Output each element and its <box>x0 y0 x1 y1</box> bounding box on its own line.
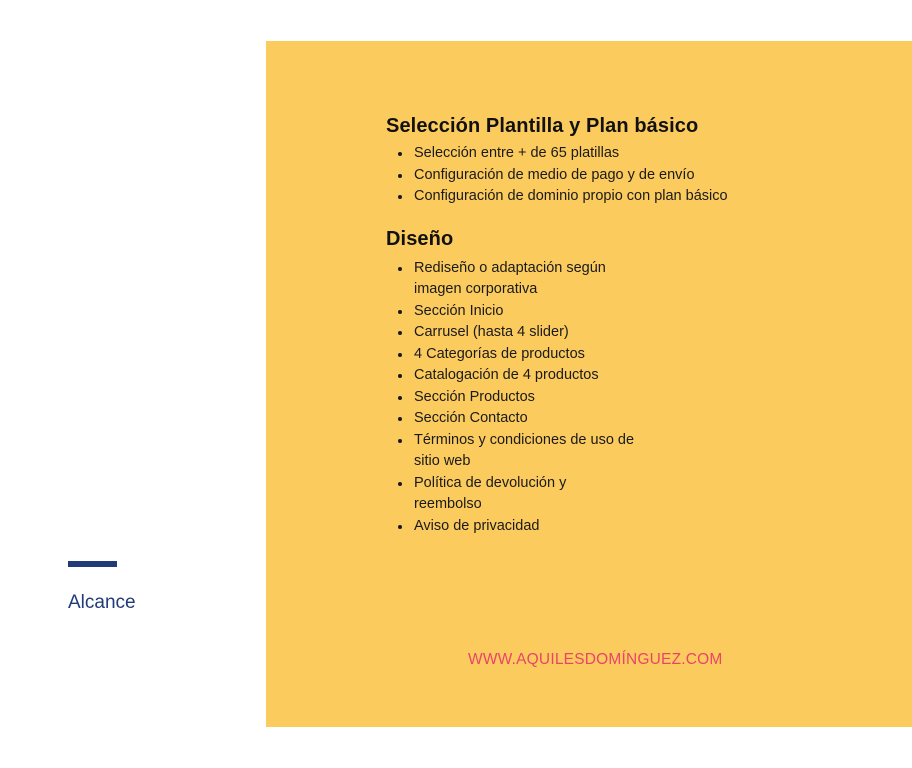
list-item: Términos y condiciones de uso de sitio web <box>396 430 636 473</box>
section-title-design: Diseño <box>386 227 454 250</box>
list-item: Carrusel (hasta 4 slider) <box>396 322 636 344</box>
design-list <box>386 258 636 538</box>
list-item: Sección Productos <box>396 387 636 409</box>
template-plan-list <box>386 143 736 208</box>
list-item: Rediseño o adaptación según imagen corporativa <box>396 258 636 301</box>
list-item: Aviso de privacidad <box>396 516 636 538</box>
scope-content <box>386 111 746 537</box>
list-item: Selección entre + de 65 platillas <box>396 143 736 165</box>
content-panel <box>266 41 912 727</box>
list-item: Sección Contacto <box>396 408 636 430</box>
list-item: Configuración de dominio propio con plan básico <box>396 186 736 208</box>
list-item: Sección Inicio <box>396 301 636 323</box>
section-title-template-plan: Selección Plantilla y Plan básico <box>386 115 699 137</box>
list-item: Configuración de medio de pago y de envío <box>396 165 736 187</box>
list-item: Política de devolución y reembolso <box>396 473 636 516</box>
list-item: 4 Categorías de productos <box>396 344 636 366</box>
list-item: Catalogación de 4 productos <box>396 365 636 387</box>
section-label: Alcance <box>68 592 136 613</box>
website-link[interactable]: WWW.AQUILESDOMÍNGUEZ.COM <box>468 651 723 668</box>
accent-bar <box>68 561 117 567</box>
